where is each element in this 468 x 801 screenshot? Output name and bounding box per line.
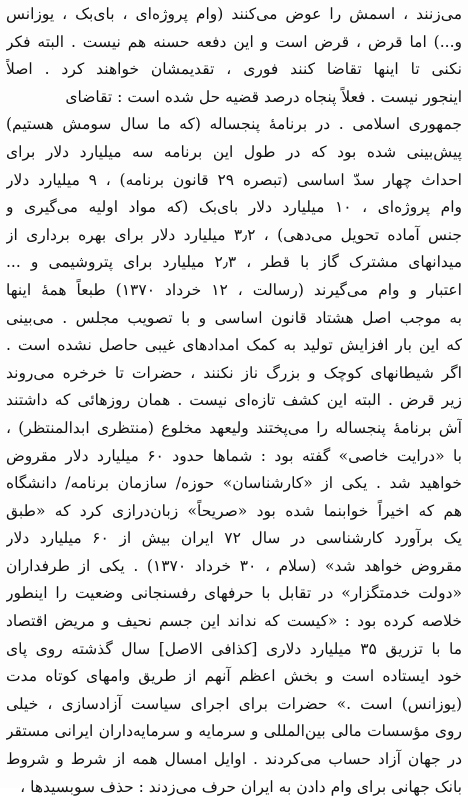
text-line: جمهوری اسلامی . در برنامهٔ پنجساله (که ما سال سومش هستیم) xyxy=(6,115,462,134)
text-line: آش برنامهٔ پنجساله را می‌پختند ولیعهد مخلوع (منتظری ابدالمنتظر) ، xyxy=(6,418,462,437)
text-line: اینجور نیست . فعلاً پنجاه درصد قضیه حل شده است : تقاضای xyxy=(65,87,462,106)
text-line: به موجب اصل هشتاد قانون اساسی و با تصویب مجلس . می‌بینی xyxy=(6,308,462,327)
text-line: اگر شیطانهای کوچک و بزرگ ناز نکنند ، حضرات تا خرخره می‌روند xyxy=(6,363,462,382)
text-line: با «درایت خاصی» گفته بود : شماها حدود ۶۰ میلیارد دلار مقروض xyxy=(6,446,462,465)
text-line: وام پروژه‌ای ، ۱۰ میلیارد دلار بای‌بک (که مواد اولیه می‌گیری و xyxy=(6,198,462,217)
text-line: اعتبار و وام می‌گیرند (رسالت ، ۱۲ خرداد ۱۳۷۰) طبعاً همهٔ اینها xyxy=(6,280,462,299)
text-line: میدانهای مشترک گاز با قطر ، ۲٫۳ میلیارد برای پتروشیمی و ... xyxy=(6,253,462,272)
text-line: خود ایستاده است و بخش اعظم آنهم از طریق وامهای کوتاه مدت xyxy=(6,667,462,686)
text-line: نکنی تا اینها تقاضا کنند فوری ، تقدیمشان خواهند کرد . اصلاً xyxy=(6,60,462,79)
text-line: زیر قرض . البته این کشف تازه‌ای نیست . همان روزهائی که داشتند xyxy=(6,391,462,410)
text-line: که این بار افزایش تولید به کمک امدادهای غیبی حاصل نشده است . xyxy=(6,336,462,355)
text-line: مقروض خواهد شد» (سلام ، ۳۰ خرداد ۱۳۷۰) . یکی از طرفداران xyxy=(6,556,462,575)
text-line: یک برآورد کارشناسی در سال ۷۲ ایران بیش از ۶۰ میلیارد دلار xyxy=(6,529,462,548)
text-line: خواهید شد . یکی از «کارشناسان» حوزه/ سازمان برنامه/ دانشگاه xyxy=(6,474,462,493)
body-text xyxy=(6,1,462,801)
text-line: احداث چهار سدّ اساسی (تبصره ۲۹ قانون برنامه) ، ۹ میلیارد دلار xyxy=(6,170,462,189)
text-line: و...) اما قرض ، قرض است و این دفعه حسنه هم نیست . البته فکر xyxy=(6,32,462,51)
text-line: پیش‌بینی شده بود که در طول این برنامه سه میلیارد دلار برای xyxy=(6,142,462,161)
text-line: ما با تزریق ۳۵ میلیارد دلاری [کذافی الاصل] سال گذشته روی پای xyxy=(6,639,462,658)
text-line: خلاصه کرده بود : «کیست که نداند این جسم نحیف و مریض اقتصاد xyxy=(6,612,462,631)
text-line: (یوزانس) است .» حضرات برای اجرای سیاست آزادسازی ، خیلی xyxy=(6,694,462,713)
text-line: هم که اخیراً خوابنما شده بود «صریحاً» زبان‌درازی کرد که «طبق xyxy=(6,501,462,520)
text-line: روی مؤسسات مالی بین‌المللی و سرمایه و سرمایه‌داران ایرانی مستقر xyxy=(6,722,462,741)
text-line: در جهان آزاد حساب می‌کردند . اوایل امسال همه از شرط و شروط xyxy=(6,750,462,769)
text-line: «دولت خدمتگزار» در تقابل با حرفهای رفسنجانی وضعیت را اینطور xyxy=(6,584,462,603)
text-line: جنس آماده تحویل می‌دهی) ، ۳٫۲ میلیارد دلار برای بهره برداری از xyxy=(6,225,462,244)
text-line: می‌زنند ، اسمش را عوض می‌کنند (وام پروژه‌ای ، بای‌بک ، یوزانس xyxy=(6,5,462,23)
text-line: بانک جهانی برای وام دادن به ایران حرف می‌زدند : حذف سوبسیدها ، xyxy=(20,777,462,796)
